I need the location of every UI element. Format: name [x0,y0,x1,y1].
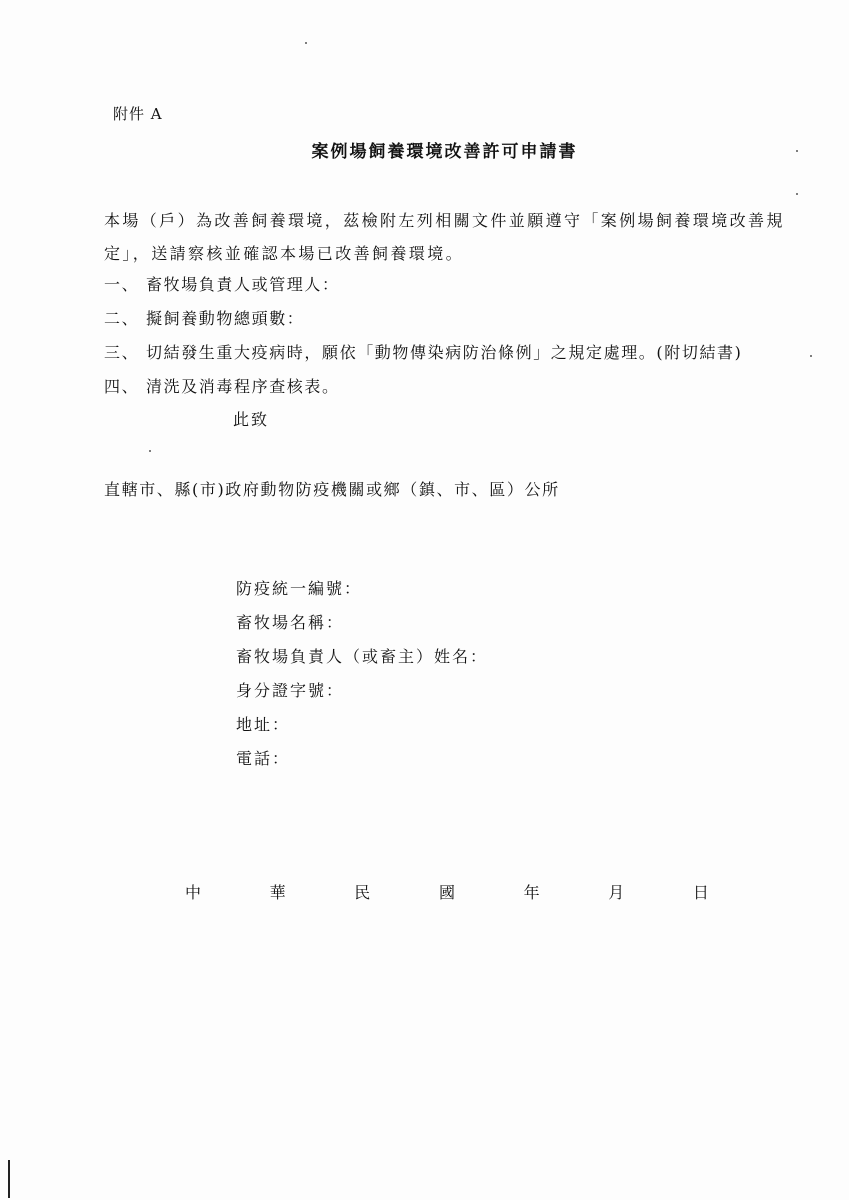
field-label-owner-name: 畜牧場負責人（或畜主）姓名： [236,647,489,666]
date-char: 年 [523,883,540,902]
intro-paragraph: 本場（戶）為改善飼養環境，茲檢附左列相關文件並願遵守「案例場飼養環境改善規定」，送請察核並確認本場已改善飼養環境。 [104,211,785,263]
list-item [104,302,824,336]
scan-speck [305,42,307,44]
item-text: 清洗及消毒程序查核表。 [146,377,340,396]
scan-edge-mark [8,1160,10,1198]
field-label-quarantine-id: 防疫統一編號： [236,579,363,598]
date-char: 月 [608,883,625,902]
scan-speck [796,193,798,195]
field-label-farm-name: 畜牧場名稱： [236,613,345,632]
list-item [104,336,824,370]
date-char: 民 [354,883,371,902]
date-char: 華 [269,883,286,902]
scan-speck [149,450,151,452]
date-line [182,880,712,903]
item-number: 一、 [104,275,140,294]
closing-salutation: 此致 [233,410,270,429]
date-char: 國 [438,883,455,902]
applicant-fields [236,572,488,776]
annex-label: 附件 A [113,105,163,123]
item-text: 畜牧場負責人或管理人： [146,275,340,294]
scan-speck [810,355,812,357]
list-item [104,268,824,302]
item-text: 擬飼養動物總頭數： [146,309,305,328]
field-label-id-number: 身分證字號： [236,681,345,700]
item-number: 二、 [104,309,140,328]
item-text: 切結發生重大疫病時，願依「動物傳染病防治條例」之規定處理。(附切結書) [146,343,743,362]
scan-speck [796,150,798,152]
date-char: 中 [184,883,201,902]
attachment-list [104,268,824,404]
item-number: 四、 [104,377,140,396]
list-item [104,370,824,404]
item-number: 三、 [104,343,140,362]
recipient-line: 直轄市、縣(市)政府動物防疫機關或鄉（鎮、市、區）公所 [104,480,560,499]
field-label-phone: 電話： [236,749,291,768]
field-label-address: 地址： [236,715,291,734]
date-char: 日 [692,883,709,902]
document-title: 案例場飼養環境改善許可申請書 [311,142,578,162]
